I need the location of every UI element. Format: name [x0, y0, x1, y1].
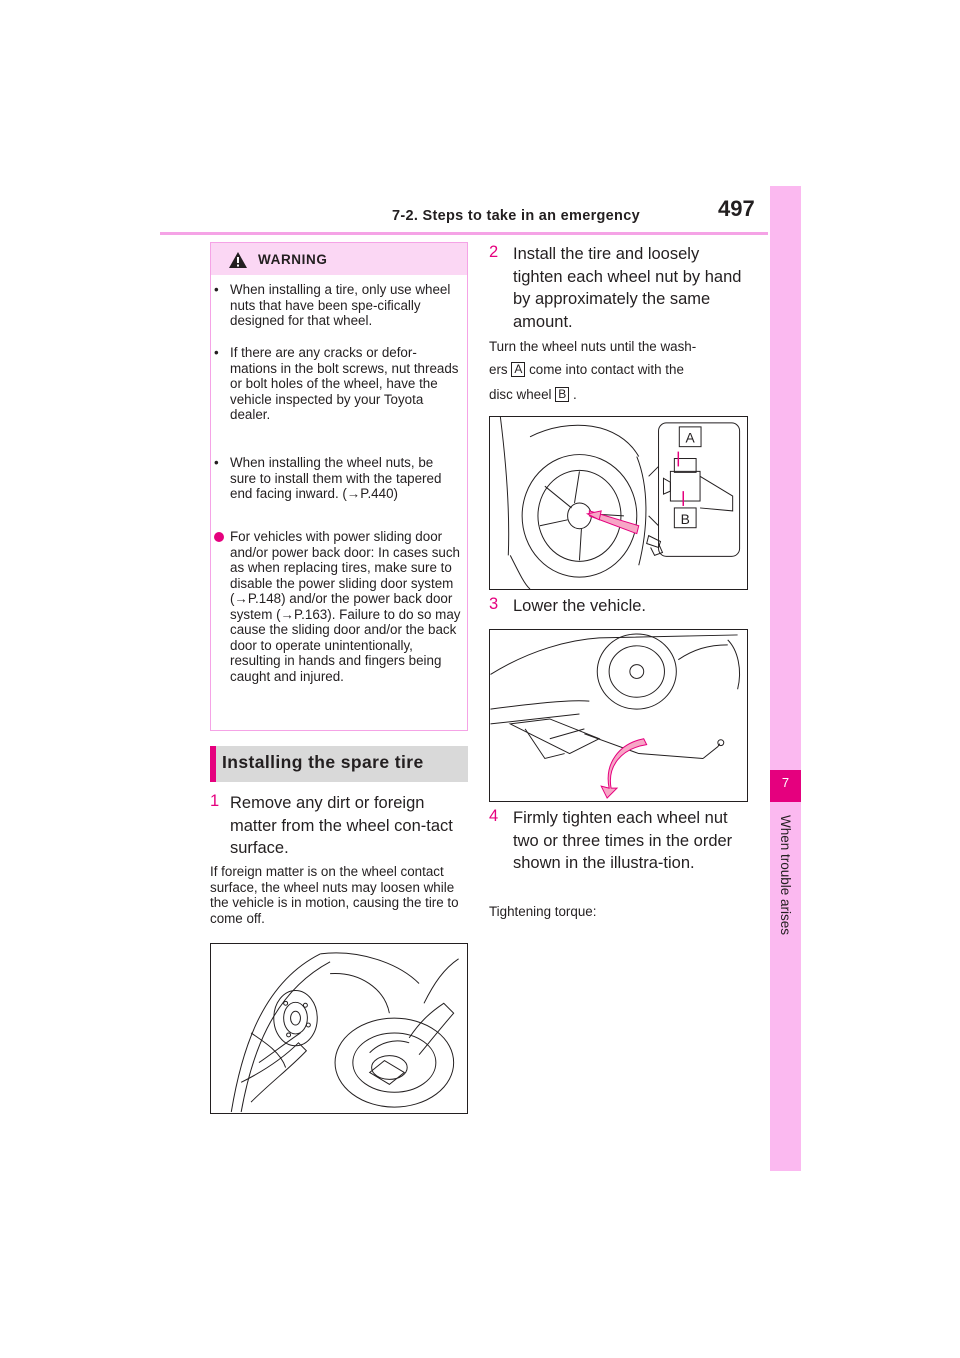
page-number: 497 — [718, 196, 755, 221]
step-text: Remove any dirt or foreign matter from the wheel con-tact surface. — [230, 794, 453, 857]
warning-bullet: • When installing a tire, only use wheel nuts that have been spe-cifically designed for that wheel. — [214, 282, 462, 329]
lower-vehicle-drawing — [490, 630, 747, 801]
section-title: Installing the spare tire — [222, 752, 424, 772]
label-b: B — [555, 387, 569, 402]
illustration-install-nut — [489, 416, 748, 590]
warning-bullet-text: When installing a tire, only use wheel nuts that have been spe-cifically designed for that wheel. — [230, 282, 451, 328]
step-note: Tightening torque: — [489, 904, 597, 919]
warning-triangle-icon — [228, 251, 248, 269]
step-note: If foreign matter is on the wheel contact surface, the wheel nuts may loosen while the vehicle is in motion, causing the tire to come off. — [210, 864, 459, 926]
step-number: 2 — [489, 243, 499, 261]
step-text: Firmly tighten each wheel nut two or three times in the order shown in the illustra-tion. — [513, 809, 733, 872]
step-number: 4 — [489, 807, 499, 825]
warning-bullet-text: When installing the wheel nuts, be sure to install them with the tapered end facing inward. (→P.440) — [230, 455, 442, 501]
label-a: A — [511, 362, 525, 377]
illustration-label-a: A — [685, 429, 695, 446]
note-text: disc wheel — [489, 387, 552, 402]
pink-bullet-icon — [214, 532, 224, 542]
note-text: . — [573, 387, 577, 402]
warning-dot-text: For vehicles with power sliding door and/or power back door: In cases such as when replacing tires, make sure to disable the power sliding door system (→P.148) and/or the power back door system (→P.163). Failure to do so may cause the sliding door and/or the back door to operate unintentionally, resulting in hands and fingers being caught and injured. — [230, 529, 461, 684]
step-number: 3 — [489, 595, 499, 613]
warning-dot-item — [214, 529, 462, 684]
header-rule — [160, 232, 768, 235]
illustration-clean-hub — [210, 943, 468, 1114]
warning-bullet: • If there are any cracks or defor-mations in the bolt screws, nut threads or bolt holes of the wheel, have the vehicle inspected by your Toyota dealer. — [214, 345, 462, 423]
illustration-lower-vehicle — [489, 629, 748, 802]
note-text: ers — [489, 362, 508, 377]
step-text: Lower the vehicle. — [513, 597, 646, 615]
chapter-number: 7 — [781, 775, 790, 790]
chapter-side-tab — [770, 186, 801, 1171]
chapter-label: When trouble arises — [778, 815, 793, 936]
note-text: come into contact with the — [529, 362, 684, 377]
warning-title: WARNING — [258, 252, 328, 267]
step-note-line — [489, 362, 759, 378]
warning-header — [211, 243, 467, 275]
illustration-label-b: B — [680, 510, 690, 527]
warning-bullet-text: If there are any cracks or defor-mations in the bolt screws, nut threads or bolt holes of the wheel, have the vehicle inspected by your Toyota dealer. — [230, 345, 459, 422]
step-number: 1 — [210, 792, 220, 810]
step-note-line — [489, 387, 759, 403]
step-text: Install the tire and loosely tighten each wheel nut by hand by approximately the same amount. — [513, 245, 742, 331]
install-nut-drawing — [490, 417, 747, 589]
clean-hub-drawing — [211, 944, 467, 1113]
step-note-line: Turn the wheel nuts until the wash- — [489, 339, 697, 354]
warning-bullet: • When installing the wheel nuts, be sure to install them with the tapered end facing inward. (→P.440) — [214, 455, 462, 502]
header-title: 7-2. Steps to take in an emergency — [392, 208, 640, 224]
